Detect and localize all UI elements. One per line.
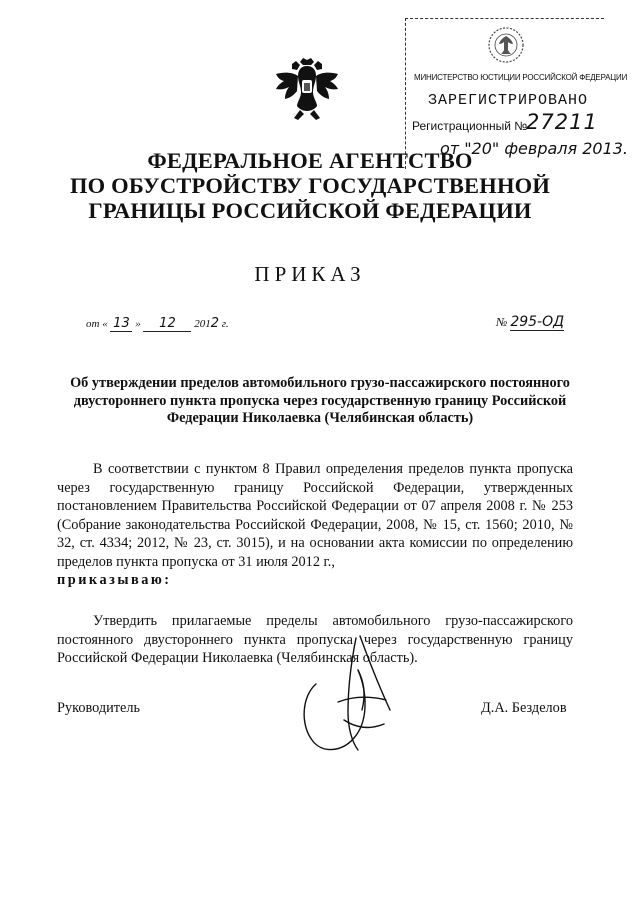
order-operative-paragraph: Утвердить прилагаемые пределы автомобильного грузо-пассажирского постоянного двустороннего пункта пропуска через государственную границу Российской Федерации Николаевка (Челябинская область).	[57, 613, 573, 666]
preamble-text: В соответствии с пунктом 8 Правил определения пределов пункта пропуска через государственную границу Российской Федерации, утвержденных постановлением Правительства Российской Федерации от 07 апреля 2008 г. № 253 (Собрание законодательства Российской Федерации, 2008, № 15, ст. 1560; 2010, № 32, ст. 4334; 2012, № 23, ст. 3015), и на основании акта комиссии по определению пределов пункта пропуска от 31 июля 2012 г.,	[57, 461, 573, 570]
ministry-seal-icon	[486, 25, 526, 65]
agency-heading-line-1: ФЕДЕРАЛЬНОЕ АГЕНТСТВО	[147, 148, 473, 173]
order-preamble	[57, 460, 573, 590]
signature-title: Руководитель	[57, 700, 141, 716]
handwritten-signature	[278, 632, 428, 762]
stamp-ministry-name: МИНИСТЕРСТВО ЮСТИЦИИ РОССИЙСКОЙ ФЕДЕРАЦИИ	[414, 73, 628, 82]
decree-word: приказываю:	[57, 572, 172, 588]
order-date-mid: »	[135, 318, 141, 330]
order-date	[86, 316, 229, 332]
order-number-prefix: №	[496, 315, 508, 329]
stamp-reg-date: от "20" февраля 2013.	[440, 139, 629, 158]
order-year-suffix: г.	[221, 318, 229, 330]
agency-heading-line-3: ГРАНИЦЫ РОССИЙСКОЙ ФЕДЕРАЦИИ	[88, 198, 532, 223]
registration-stamp	[405, 18, 629, 169]
order-subject: Об утверждении пределов автомобильного грузо-пассажирского постоянного двустороннего пункта пропуска через государственную границу Российской Федерации Николаевка (Челябинская область)	[70, 375, 570, 426]
order-number	[496, 314, 564, 330]
order-number-value: 295-ОД	[510, 314, 565, 330]
order-year-prefix: 201	[194, 318, 211, 330]
order-day: 13	[110, 316, 132, 332]
stamp-reg-number: 27211	[526, 110, 598, 134]
order-date-prefix: от «	[86, 318, 108, 330]
agency-heading	[0, 148, 620, 223]
order-month: 12	[143, 316, 191, 332]
coat-of-arms-emblem	[270, 56, 344, 122]
stamp-reg-number-label: Регистрационный №	[412, 119, 528, 133]
order-title: ПРИКАЗ	[254, 262, 366, 286]
signature-name: Д.А. Безделов	[481, 700, 567, 716]
stamp-registered-label: ЗАРЕГИСТРИРОВАНО	[428, 92, 589, 109]
order-year-digit: 2	[210, 316, 219, 331]
agency-heading-line-2: ПО ОБУСТРОЙСТВУ ГОСУДАРСТВЕННОЙ	[69, 173, 551, 198]
